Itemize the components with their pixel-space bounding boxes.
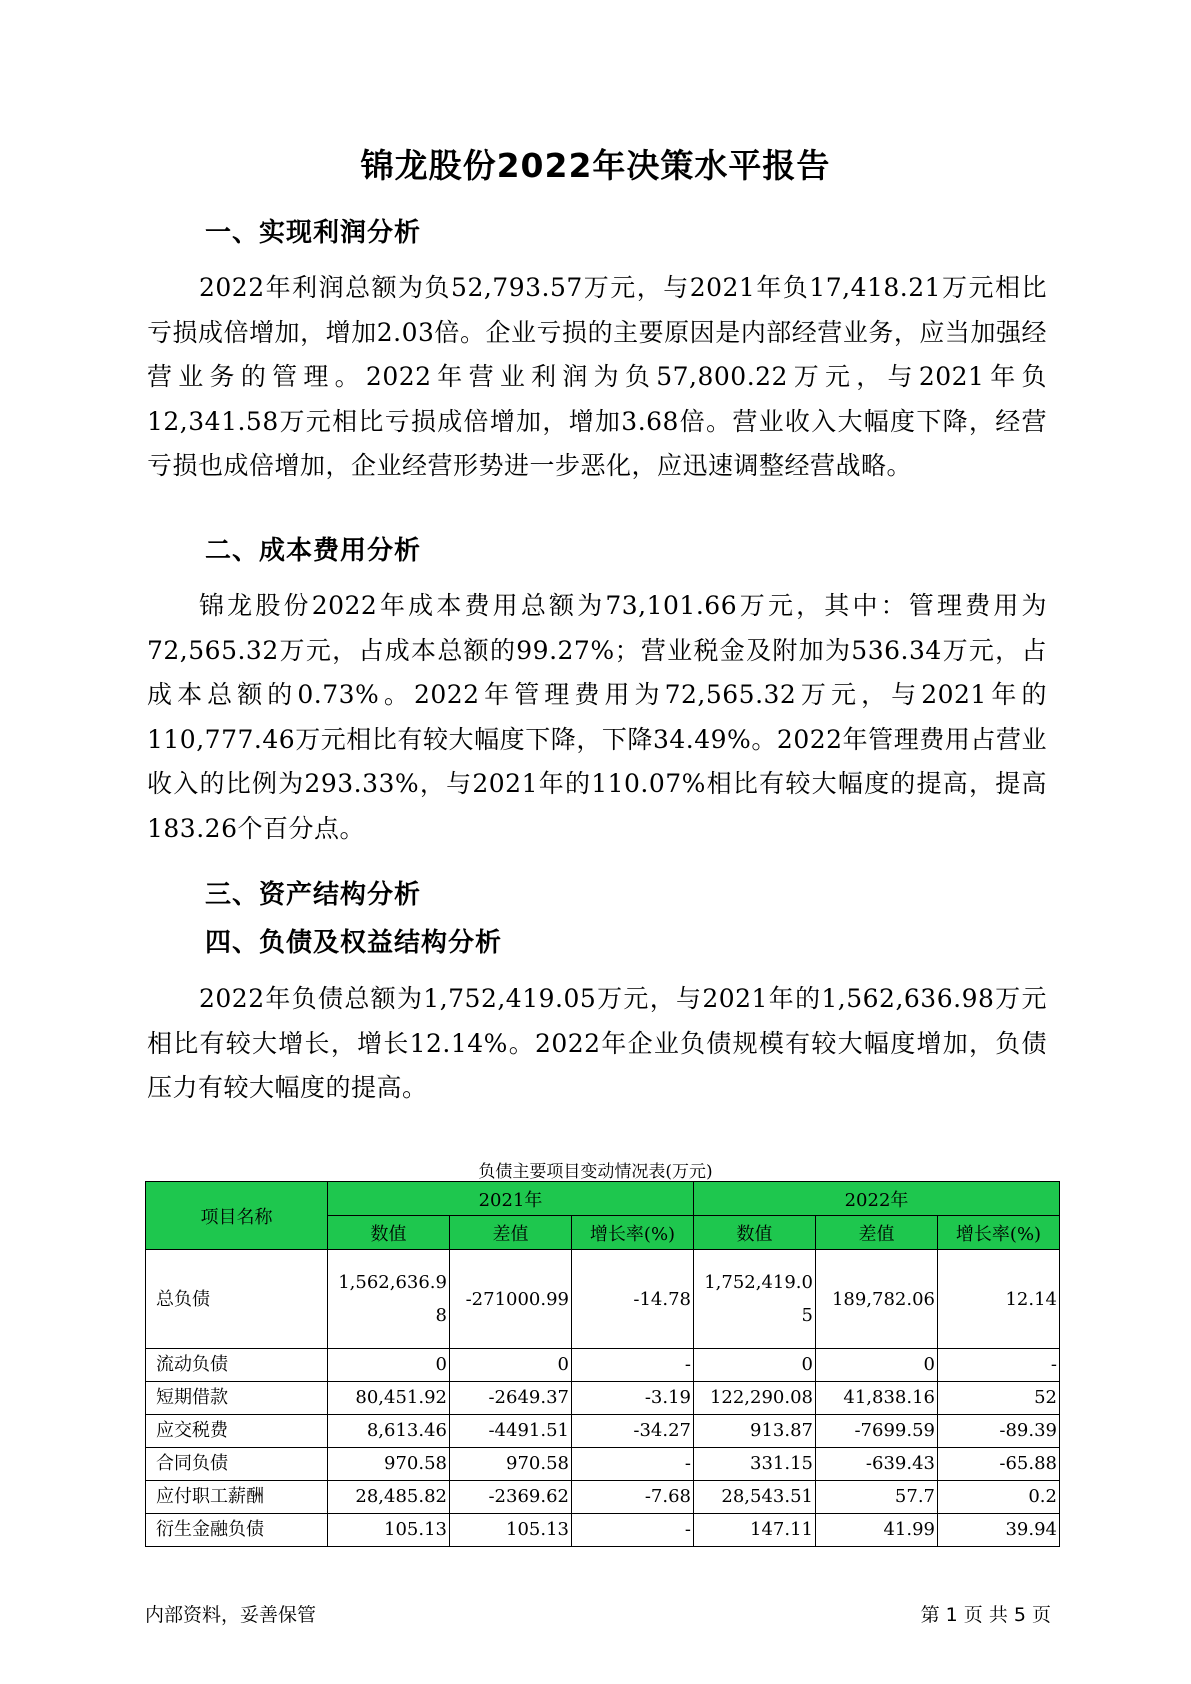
table-row (146, 1382, 1060, 1415)
row-name: 流动负债 (146, 1349, 328, 1382)
cell-rate-2022: 52 (938, 1382, 1060, 1415)
cell-value-2022: 0 (694, 1349, 816, 1382)
cell-value-2021: 80,451.92 (328, 1382, 450, 1415)
header-year-2021: 2021年 (328, 1182, 694, 1216)
cell-diff-2022: 41,838.16 (816, 1382, 938, 1415)
cell-value-2021: 970.58 (328, 1448, 450, 1481)
section-paragraph-profit: 2022年利润总额为负52,793.57万元，与2021年负17,418.21万元相比亏损成倍增加，增加2.03倍。企业亏损的主要原因是内部经营业务，应当加强经营业务的管理。2022年营业利润为负57,800.22万元，与2021年负12,341.58万元相比亏损成倍增加，增加3.68倍。营业收入大幅度下降，经营亏损也成倍增加，企业经营形势进一步恶化，应迅速调整经营战略。 (147, 273, 1047, 480)
header-rate-2022: 增长率(%) (938, 1216, 1060, 1250)
footer-confidential-note: 内部资料，妥善保管 (145, 1604, 317, 1626)
cell-value-2022: 331.15 (694, 1448, 816, 1481)
cell-value-2021: 8,613.46 (328, 1415, 450, 1448)
header-value-2022: 数值 (694, 1216, 816, 1250)
header-diff-2022: 差值 (816, 1216, 938, 1250)
cell-rate-2021: -7.68 (572, 1481, 694, 1514)
cell-diff-2021: -271000.99 (450, 1250, 572, 1349)
section-heading-profit: 一、实现利润分析 (205, 218, 422, 248)
cell-rate-2021: - (572, 1514, 694, 1547)
section-heading-liabilities: 四、负债及权益结构分析 (205, 928, 503, 958)
cell-value-2021: 1,562,636.98 (328, 1250, 450, 1349)
debt-table (145, 1181, 1060, 1547)
cell-rate-2021: - (572, 1349, 694, 1382)
cell-rate-2021: -3.19 (572, 1382, 694, 1415)
cell-value-2021: 0 (328, 1349, 450, 1382)
cell-diff-2022: -7699.59 (816, 1415, 938, 1448)
cell-value-2022: 28,543.51 (694, 1481, 816, 1514)
cell-diff-2022: 189,782.06 (816, 1250, 938, 1349)
cell-value-2021: 105.13 (328, 1514, 450, 1547)
cell-rate-2022: - (938, 1349, 1060, 1382)
section-paragraph-cost: 锦龙股份2022年成本费用总额为73,101.66万元，其中：管理费用为72,565.32万元，占成本总额的99.27%；营业税金及附加为536.34万元，占成本总额的0.73%。2022年管理费用为72,565.32万元，与2021年的110,777.46万元相比有较大幅度下降，下降34.49%。2022年管理费用占营业收入的比例为293.33%，与2021年的110.07%相比有较大幅度的提高，提高183.26个百分点。 (147, 591, 1047, 843)
cell-value-2022: 913.87 (694, 1415, 816, 1448)
row-name: 总负债 (146, 1250, 328, 1349)
cell-value-2022: 147.11 (694, 1514, 816, 1547)
cell-value-2022: 1,752,419.05 (694, 1250, 816, 1349)
cell-rate-2022: -89.39 (938, 1415, 1060, 1448)
cell-rate-2022: 0.2 (938, 1481, 1060, 1514)
table-row (146, 1250, 1060, 1349)
cell-diff-2021: 970.58 (450, 1448, 572, 1481)
table-row (146, 1349, 1060, 1382)
row-name: 应交税费 (146, 1415, 328, 1448)
header-item-name: 项目名称 (146, 1182, 328, 1250)
cell-diff-2022: 41.99 (816, 1514, 938, 1547)
cell-rate-2021: -34.27 (572, 1415, 694, 1448)
header-diff-2021: 差值 (450, 1216, 572, 1250)
table-row (146, 1481, 1060, 1514)
row-name: 合同负债 (146, 1448, 328, 1481)
cell-rate-2022: 12.14 (938, 1250, 1060, 1349)
row-name: 短期借款 (146, 1382, 328, 1415)
cell-value-2022: 122,290.08 (694, 1382, 816, 1415)
cell-value-2021: 28,485.82 (328, 1481, 450, 1514)
cell-diff-2021: -2369.62 (450, 1481, 572, 1514)
table-caption: 负债主要项目变动情况表(万元) (478, 1162, 713, 1182)
cell-rate-2021: - (572, 1448, 694, 1481)
table-row (146, 1415, 1060, 1448)
cell-diff-2022: -639.43 (816, 1448, 938, 1481)
cell-rate-2022: -65.88 (938, 1448, 1060, 1481)
cell-diff-2022: 0 (816, 1349, 938, 1382)
row-name: 衍生金融负债 (146, 1514, 328, 1547)
cell-diff-2021: 105.13 (450, 1514, 572, 1547)
section-paragraph-liabilities: 2022年负债总额为1,752,419.05万元，与2021年的1,562,636.98万元相比有较大增长，增长12.14%。2022年企业负债规模有较大幅度增加，负债压力有较大幅度的提高。 (147, 984, 1047, 1102)
table-row (146, 1448, 1060, 1481)
section-heading-cost: 二、成本费用分析 (205, 536, 422, 566)
cell-rate-2021: -14.78 (572, 1250, 694, 1349)
cell-rate-2022: 39.94 (938, 1514, 1060, 1547)
header-value-2021: 数值 (328, 1216, 450, 1250)
cell-diff-2021: 0 (450, 1349, 572, 1382)
section-heading-assets: 三、资产结构分析 (205, 880, 422, 910)
row-name: 应付职工薪酬 (146, 1481, 328, 1514)
header-year-2022: 2022年 (694, 1182, 1060, 1216)
table-row (146, 1514, 1060, 1547)
cell-diff-2022: 57.7 (816, 1481, 938, 1514)
footer-page-number: 第 1 页 共 5 页 (920, 1604, 1051, 1626)
cell-diff-2021: -2649.37 (450, 1382, 572, 1415)
header-rate-2021: 增长率(%) (572, 1216, 694, 1250)
page-title: 锦龙股份2022年决策水平报告 (360, 146, 831, 185)
cell-diff-2021: -4491.51 (450, 1415, 572, 1448)
